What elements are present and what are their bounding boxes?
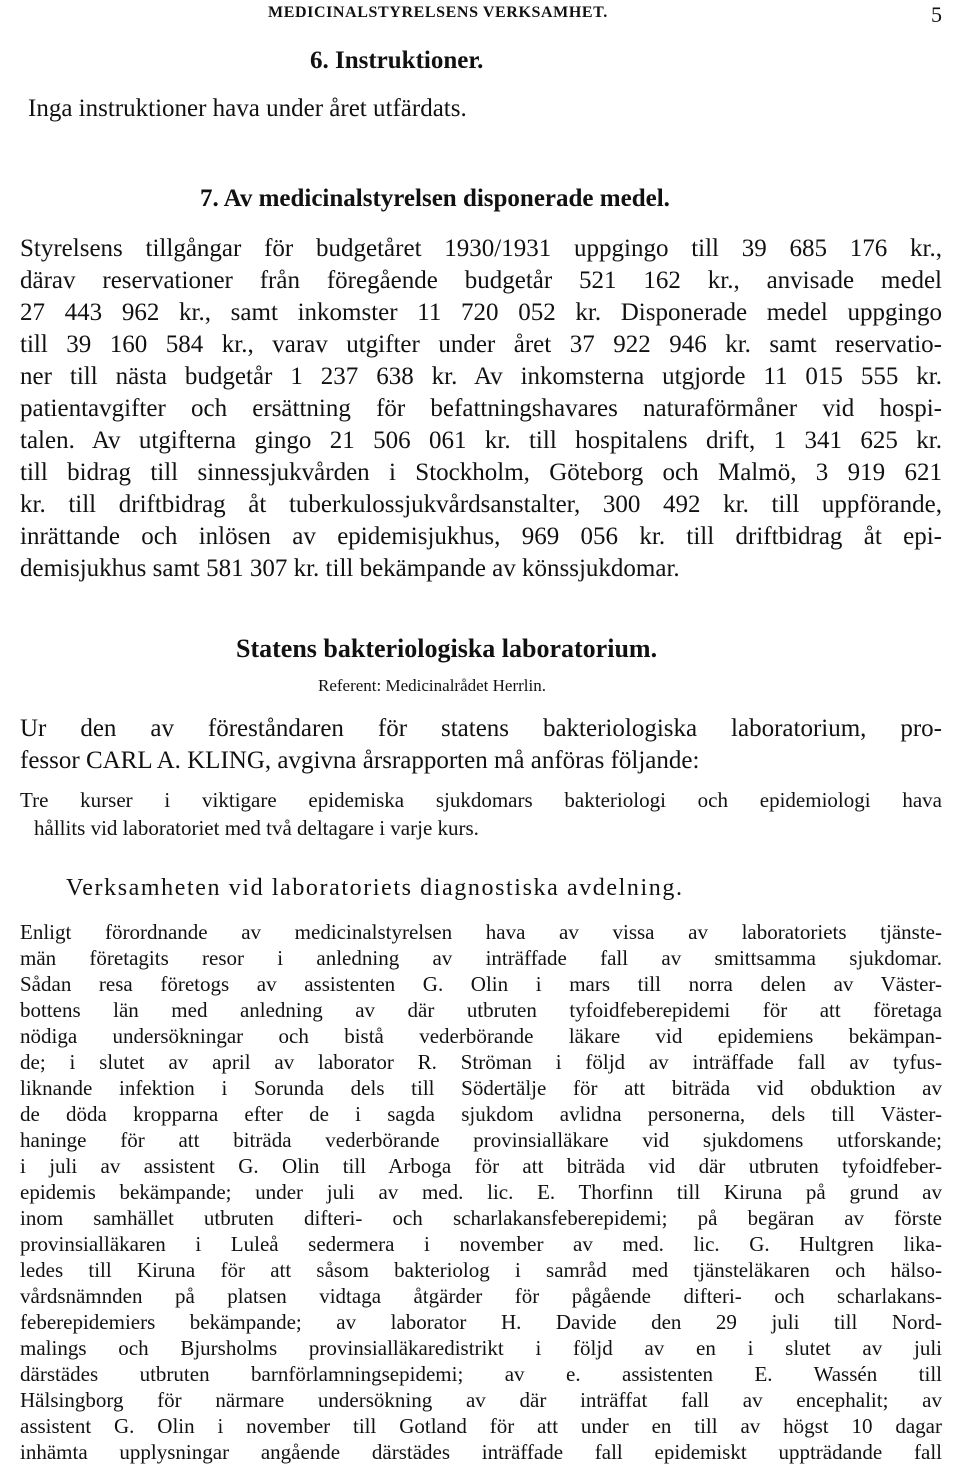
paragraph-line: epidemis bekämpande; under juli av med. lic. E. Thorfinn till Kiruna på grund av xyxy=(20,1180,942,1204)
paragraph-line: 27 443 962 kr., samt inkomster 11 720 052 kr. Disponerade medel uppgingo xyxy=(20,299,942,326)
paragraph-line: Hälsingborg för närmare undersökning av där inträffat fall av encephalit; av xyxy=(20,1388,942,1412)
page-header xyxy=(268,2,942,28)
paragraph-line: Enligt förordnande av medicinalstyrelsen hava av vissa av laboratoriets tjänste- xyxy=(20,920,942,944)
paragraph-line: talen. Av utgifterna gingo 21 506 061 kr. till hospitalens drift, 1 341 625 kr. xyxy=(20,427,942,454)
subheading-diagnostic: Verksamheten vid laboratoriets diagnostiska avdelning. xyxy=(66,875,684,901)
paragraph-line: vårdsnämnden på platsen vidtaga åtgärder för pågående difteri- och scharlakans- xyxy=(20,1284,942,1308)
paragraph-line: därav reservationer från föregående budgetår 521 162 kr., anvisade medel xyxy=(20,267,942,294)
paragraph-line: kr. till driftbidrag åt tuberkulossjukvårdsanstalter, 300 492 kr. till uppförande, xyxy=(20,491,942,518)
paragraph-line: därstädes utbruten barnförlamningsepidemi; av e. assistenten E. Wassén till xyxy=(20,1362,942,1386)
paragraph-line: provinsialläkaren i Luleå sedermera i november av med. lic. G. Hultgren lika- xyxy=(20,1232,942,1256)
paragraph-line: till 39 160 584 kr., varav utgifter under året 37 922 946 kr. samt reservatio- xyxy=(20,331,942,358)
paragraph-line: hållits vid laboratoriet med två deltagare i varje kurs. xyxy=(34,816,479,840)
paragraph-line: till bidrag till sinnessjukvården i Stockholm, Göteborg och Malmö, 3 919 621 xyxy=(20,459,942,486)
paragraph-line: ledes till Kiruna för att såsom bakteriolog i samråd med tjänsteläkaren och hälso- xyxy=(20,1258,942,1282)
paragraph-line: i juli av assistent G. Olin till Arboga för att biträda vid där utbruten tyfoidfeber- xyxy=(20,1154,942,1178)
paragraph-line: bottens län med anledning av där utbruten tyfoidfeberepidemi för att företaga xyxy=(20,998,942,1022)
paragraph-line: de; i slutet av april av laborator R. Ströman i följd av inträffade fall av tyfus- xyxy=(20,1050,942,1074)
paragraph-line: de döda kropparna efter de i sagda sjukdom avlidna personerna, dels till Väster- xyxy=(20,1102,942,1126)
lab-title: Statens bakteriologiska laboratorium. xyxy=(236,634,658,663)
paragraph-line: Tre kurser i viktigare epidemiska sjukdomars bakteriologi och epidemiologi hava xyxy=(20,788,942,812)
paragraph-line: Styrelsens tillgångar för budgetåret 1930/1931 uppgingo till 39 685 176 kr., xyxy=(20,235,942,262)
paragraph-line: Ur den av föreståndaren för statens bakteriologiska laboratorium, pro- xyxy=(20,715,942,742)
paragraph-line: nödiga undersökningar och bistå vederbörande läkare vid epidemiens bekämpan- xyxy=(20,1024,942,1048)
paragraph-line: män företagits resor i anledning av inträffade fall av smittsamma sjukdomar. xyxy=(20,946,942,970)
section-heading-medel: 7. Av medicinalstyrelsen disponerade medel. xyxy=(200,185,670,212)
running-head: MEDICINALSTYRELSENS VERKSAMHET. xyxy=(268,4,608,21)
paragraph-line: ner till nästa budgetår 1 237 638 kr. Av inkomsterna utgjorde 11 015 555 kr. xyxy=(20,363,942,390)
paragraph-line: Sådan resa företogs av assistenten G. Olin i mars till norra delen av Väster- xyxy=(20,972,942,996)
paragraph-line: liknande infektion i Sorunda dels till Södertälje för att biträda vid obduktion av xyxy=(20,1076,942,1100)
paragraph-line: inom samhället utbruten difteri- och scharlakansfeberepidemi; på begäran av förste xyxy=(20,1206,942,1230)
paragraph-line: assistent G. Olin i november till Gotland för att under en till av högst 10 dagar xyxy=(20,1414,942,1438)
paragraph-line: feberepidemiers bekämpande; av laborator H. Davide den 29 juli till Nord- xyxy=(20,1310,942,1334)
paragraph-line: inrättande och inlösen av epidemisjukhus, 969 056 kr. till driftbidrag åt epi- xyxy=(20,523,942,550)
section-heading-instruktioner: 6. Instruktioner. xyxy=(310,47,484,74)
paragraph-line: malings och Bjursholms provinsialläkaredistrikt i följd av en i slutet av juli xyxy=(20,1336,942,1360)
page-number: 5 xyxy=(931,2,942,27)
paragraph-line: patientavgifter och ersättning för befattningshavares naturaförmåner vid hospi- xyxy=(20,395,942,422)
paragraph-line: haninge för att biträda vederbörande provinsialläkare vid sjukdomens utforskande; xyxy=(20,1128,942,1152)
paragraph-line: inhämta upplysningar angående därstädes inträffade fall epidemiskt uppträdande fall xyxy=(20,1440,942,1464)
paragraph-line: fessor CARL A. KLING, avgivna årsrapporten må anföras följande: xyxy=(20,747,700,774)
paragraph-line: Inga instruktioner hava under året utfärdats. xyxy=(28,95,467,122)
paragraph-line: demisjukhus samt 581 307 kr. till bekämpande av könssjukdomar. xyxy=(20,555,680,582)
referent-line: Referent: Medicinalrådet Herrlin. xyxy=(318,676,546,695)
